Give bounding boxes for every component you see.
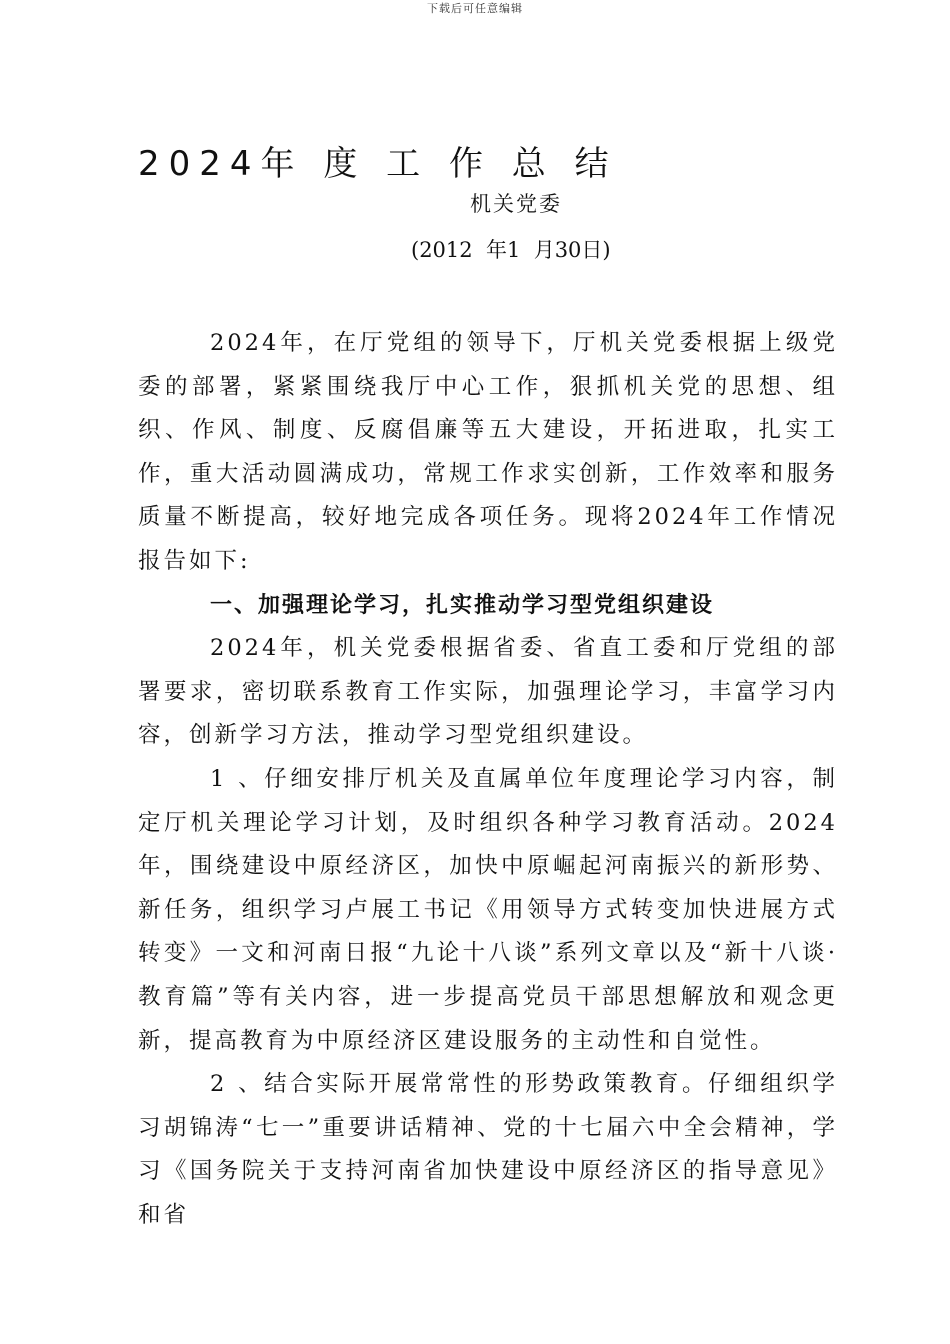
header-note: 下载后可任意编辑 [427, 2, 523, 15]
section-heading: 一、加强理论学习，扎实推动学习型党组织建设 [210, 592, 715, 618]
section-paragraph: 1 、仔细安排厅机关及直属单位年度理论学习内容，制定厅机关理论学习计划，及时组织各种学习教育活动。2024年，围绕建设中原经济区，加快中原崛起河南振兴的新形势、新任务，组织学习卢展工书记《用领导方式转变加快进展方式转变》一文和河南日报“九论十八谈”系列文章以及“新十八谈·教育篇”等有关内容，进一步提高党员干部思想解放和观念更新，提高教育为中原经济区建设服务的主动性和自觉性。 [138, 765, 838, 1054]
document-date: (2012 年1 月30日) [411, 238, 611, 262]
intro-paragraph: 2024年，在厅党组的领导下，厅机关党委根据上级党委的部署，紧紧围绕我厅中心工作，狠抓机关党的思想、组织、作风、制度、反腐倡廉等五大建设，开拓进取，扎实工作，重大活动圆满成功，常规工作求实创新，工作效率和服务质量不断提高，较好地完成各项任务。现将2024年工作情况报告如下: [138, 330, 838, 574]
document-body [138, 322, 838, 1237]
document-title: 2024年 度 工 作 总 结 [138, 144, 618, 184]
section-paragraph: 2 、结合实际开展常常性的形势政策教育。仔细组织学习胡锦涛“七一”重要讲话精神、党的十七届六中全会精神，学习《国务院关于支持河南省加快建设中原经济区的指导意见》和省 [138, 1071, 838, 1228]
document-organization: 机关党委 [470, 192, 562, 216]
section-paragraph: 2024年，机关党委根据省委、省直工委和厅党组的部署要求，密切联系教育工作实际，加强理论学习，丰富学习内容，创新学习方法，推动学习型党组织建设。 [138, 635, 838, 749]
